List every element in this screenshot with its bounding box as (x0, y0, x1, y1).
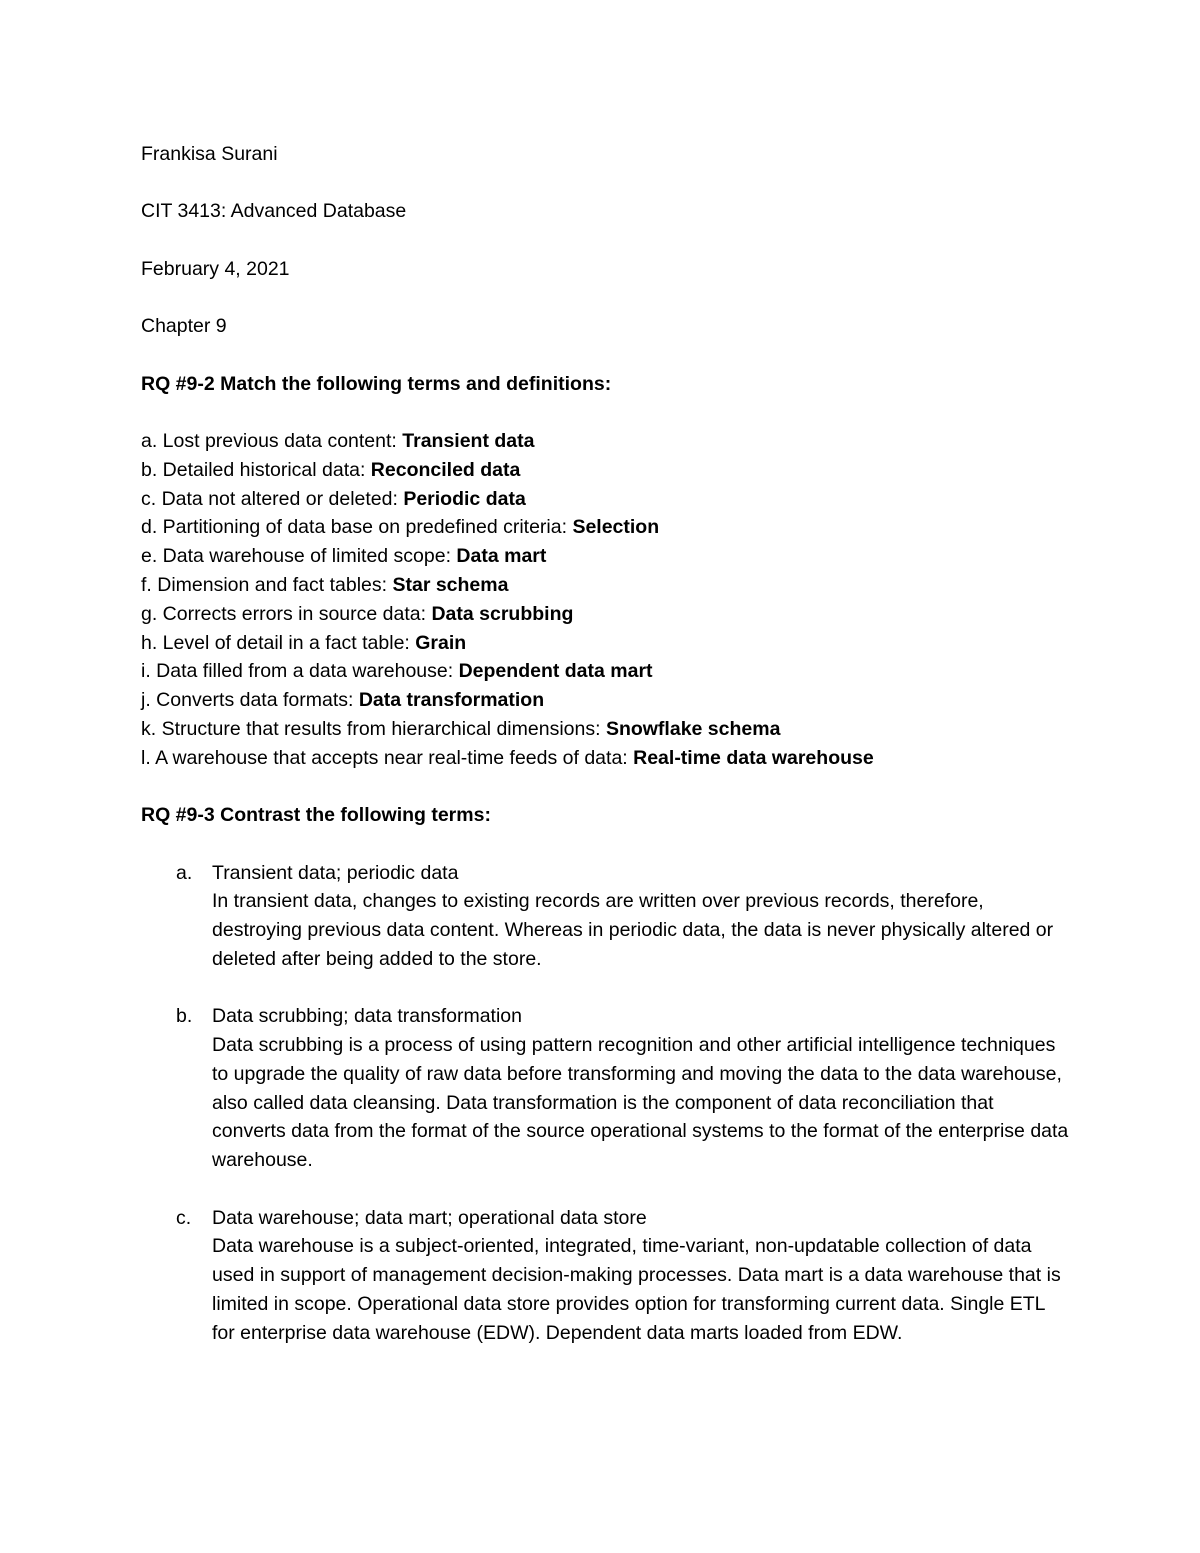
list-marker: c. (176, 1206, 192, 1229)
match-item (141, 744, 1071, 773)
match-item (141, 513, 1071, 542)
contrast-item (141, 1002, 1071, 1175)
contrast-answer: In transient data, changes to existing records are written over previous records, therefore, destroying previous data content. Whereas in periodic data, the data is never physically altered or deleted after being added to the store. (212, 890, 1054, 970)
match-item (141, 485, 1071, 514)
match-item (141, 427, 1071, 456)
match-definition: a. Lost previous data content: (141, 429, 403, 452)
match-item (141, 542, 1071, 571)
match-term: Grain (415, 631, 467, 654)
match-term: Reconciled data (370, 458, 521, 481)
document-date: February 4, 2021 (141, 257, 290, 280)
list-marker: a. (176, 861, 193, 884)
contrast-answer: Data warehouse is a subject-oriented, integrated, time-variant, non-updatable collection of data used in support of management decision-making processes. Data mart is a data warehouse that is limited in scope. Operational data store provides option for transforming current data. Single ETL for enterprise data warehouse (EDW). Dependent data marts loaded from EDW. (212, 1235, 1061, 1344)
course-title: CIT 3413: Advanced Database (141, 200, 407, 223)
contrast-answer: Data scrubbing is a process of using pattern recognition and other artificial intelligence techniques to upgrade the quality of raw data before transforming and moving the data to the data warehouse, also called data cleansing. Data transformation is the component of data reconciliation that converts data from the format of the source operational systems to the format of the enterprise data warehouse. (212, 1034, 1069, 1172)
match-item (141, 571, 1071, 600)
match-term: Data mart (456, 545, 547, 568)
match-definition: h. Level of detail in a fact table: (141, 631, 416, 654)
match-item (141, 686, 1071, 715)
match-definition: b. Detailed historical data: (141, 458, 371, 481)
match-definition: k. Structure that results from hierarchical dimensions: (141, 717, 606, 740)
match-term: Transient data (402, 429, 535, 452)
chapter-label: Chapter 9 (141, 315, 227, 338)
rq93-contrast-list (141, 859, 1071, 1348)
match-term: Dependent data mart (458, 660, 653, 683)
match-term: Data transformation (358, 689, 545, 712)
match-definition: g. Corrects errors in source data: (141, 602, 432, 625)
match-definition: d. Partitioning of data base on predefined criteria: (141, 516, 573, 539)
match-item (141, 629, 1071, 658)
match-definition: c. Data not altered or deleted: (141, 487, 404, 510)
match-definition: e. Data warehouse of limited scope: (141, 545, 457, 568)
match-term: Periodic data (403, 487, 526, 510)
author-name: Frankisa Surani (141, 143, 278, 165)
match-item (141, 600, 1071, 629)
contrast-title: Data scrubbing; data transformation (212, 1005, 523, 1028)
list-marker: b. (176, 1005, 193, 1028)
contrast-title: Transient data; periodic data (212, 861, 459, 884)
contrast-item (141, 859, 1071, 974)
match-definition: l. A warehouse that accepts near real-time feeds of data: (141, 746, 634, 769)
contrast-item (141, 1204, 1071, 1348)
rq93-heading: RQ #9-3 Contrast the following terms: (141, 804, 491, 827)
match-definition: i. Data filled from a data warehouse: (141, 660, 459, 683)
document-page (141, 140, 1071, 1376)
match-item (141, 657, 1071, 686)
match-term: Real-time data warehouse (633, 746, 874, 769)
match-term: Selection (572, 516, 660, 539)
match-definition: j. Converts data formats: (141, 689, 359, 712)
rq92-heading: RQ #9-2 Match the following terms and definitions: (141, 372, 612, 395)
match-term: Star schema (392, 573, 509, 596)
match-item (141, 456, 1071, 485)
match-term: Snowflake schema (605, 717, 781, 740)
match-definition: f. Dimension and fact tables: (141, 573, 393, 596)
match-item (141, 715, 1071, 744)
contrast-title: Data warehouse; data mart; operational data store (212, 1206, 647, 1229)
rq92-match-list (141, 427, 1071, 773)
match-term: Data scrubbing (431, 602, 574, 625)
